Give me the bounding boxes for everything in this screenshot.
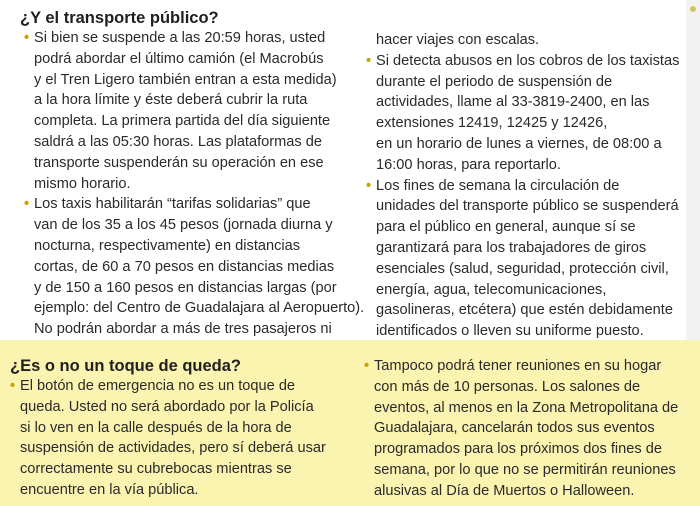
text-line: podrá abordar el último camión (el Macrobús	[34, 50, 324, 67]
text-line: • Si bien se suspende a las 20:59 horas, usted	[20, 28, 360, 49]
text-line: • Si detecta abusos en los cobros de los taxistas	[366, 51, 686, 72]
text-line: correctamente su cubrebocas mientras se	[20, 461, 292, 478]
text-line: encuentre en la vía pública.	[20, 481, 199, 498]
curfew-left-column	[10, 356, 355, 501]
curfew-right-text	[360, 356, 690, 502]
text-line: nocturna, respectivamente) en distancias	[34, 237, 301, 254]
text-line: extensiones 12419, 12425 y 12426,	[376, 115, 608, 132]
bullet-icon: •	[10, 378, 16, 394]
text-line: energía, agua, telecomunicaciones,	[376, 281, 607, 298]
text-line: esenciales (salud, seguridad, protección civil,	[376, 260, 669, 277]
text-line: queda. Usted no será abordado por la Policía	[20, 398, 314, 415]
transport-left-text	[20, 28, 365, 340]
text-line: programados para los próximos dos fines de	[374, 441, 662, 458]
text-line: Guadalajara, cancelarán todos sus eventos	[374, 420, 655, 437]
text-line: ejemplo: del Centro de Guadalajara al Aeropuerto).	[34, 300, 365, 317]
text-line: y de 150 a 160 pesos en distancias largas (por	[34, 279, 337, 296]
transport-heading: ¿Y el transporte público?	[20, 9, 219, 27]
text-line: • Tampoco podrá tener reuniones en su hogar	[360, 356, 690, 377]
text-line: • Los fines de semana la circulación de	[366, 176, 686, 197]
text-line: gasolineras, etcétera) que estén debidamente	[376, 302, 673, 319]
text-line: y el Tren Ligero también entran a esta medida)	[34, 71, 337, 88]
text-line: eventos, al menos en la Zona Metropolitana de	[374, 399, 679, 416]
transport-left-column	[20, 8, 365, 340]
text-line: si lo ven en la calle después de la hora de	[20, 419, 292, 436]
text-line: 16:00 horas, para reportarlo.	[376, 156, 561, 173]
transport-right-text	[366, 30, 686, 342]
text-line: No podrán abordar a más de tres pasajeros ni	[34, 321, 332, 338]
page-edge-strip	[686, 0, 700, 340]
text-line: mismo horario.	[34, 175, 131, 192]
text-line: en un horario de lunes a viernes, de 08:00 a	[376, 135, 662, 152]
text-line: transporte suspenderán su operación en ese	[34, 154, 324, 171]
bullet-icon: •	[364, 358, 370, 374]
text-line: hacer viajes con escalas.	[376, 32, 540, 48]
text-line: durante el periodo de suspensión de	[376, 73, 613, 90]
text-line: garantizará para los trabajadores de giros	[376, 239, 647, 256]
bullet-icon: •	[24, 30, 30, 46]
bullet-icon: •	[366, 177, 372, 194]
text-line: unidades del transporte público se suspenderá	[376, 198, 679, 215]
text-line: alusivas al Día de Muertos o Halloween.	[374, 482, 635, 499]
curfew-left-text	[10, 376, 355, 501]
text-line: con más de 10 personas. Los salones de	[374, 378, 641, 395]
text-line: identificados o lleven su uniforme puesto.	[376, 323, 644, 340]
curfew-right-column	[360, 356, 690, 502]
transport-right-column	[366, 30, 686, 342]
curfew-heading: ¿Es o no un toque de queda?	[10, 357, 241, 375]
text-line: • Los taxis habilitarán “tarifas solidarias” que	[20, 194, 360, 215]
text-line: para el público en general, aunque sí se	[376, 219, 636, 236]
curfew-section	[0, 340, 700, 506]
text-line: van de los 35 a los 45 pesos (jornada diurna y	[34, 217, 333, 234]
text-line: • El botón de emergencia no es un toque de	[10, 376, 355, 397]
text-line: semana, por lo que no se permitirán reuniones	[374, 461, 676, 478]
text-line: suspensión de actividades, pero sí deberá usar	[20, 440, 326, 457]
text-line: a la hora límite y éste deberá cubrir la ruta	[34, 92, 308, 109]
bullet-icon: •	[366, 52, 372, 69]
bullet-icon: •	[24, 196, 30, 213]
text-line: actividades, llame al 33-3819-2400, en las	[376, 94, 650, 111]
text-line: saldrá a las 05:30 horas. Las plataformas de	[34, 133, 322, 150]
edge-mark	[690, 6, 696, 12]
text-line: cortas, de 60 a 70 pesos en distancias medias	[34, 258, 335, 275]
text-line: completa. La primera partida del día siguiente	[34, 113, 331, 130]
